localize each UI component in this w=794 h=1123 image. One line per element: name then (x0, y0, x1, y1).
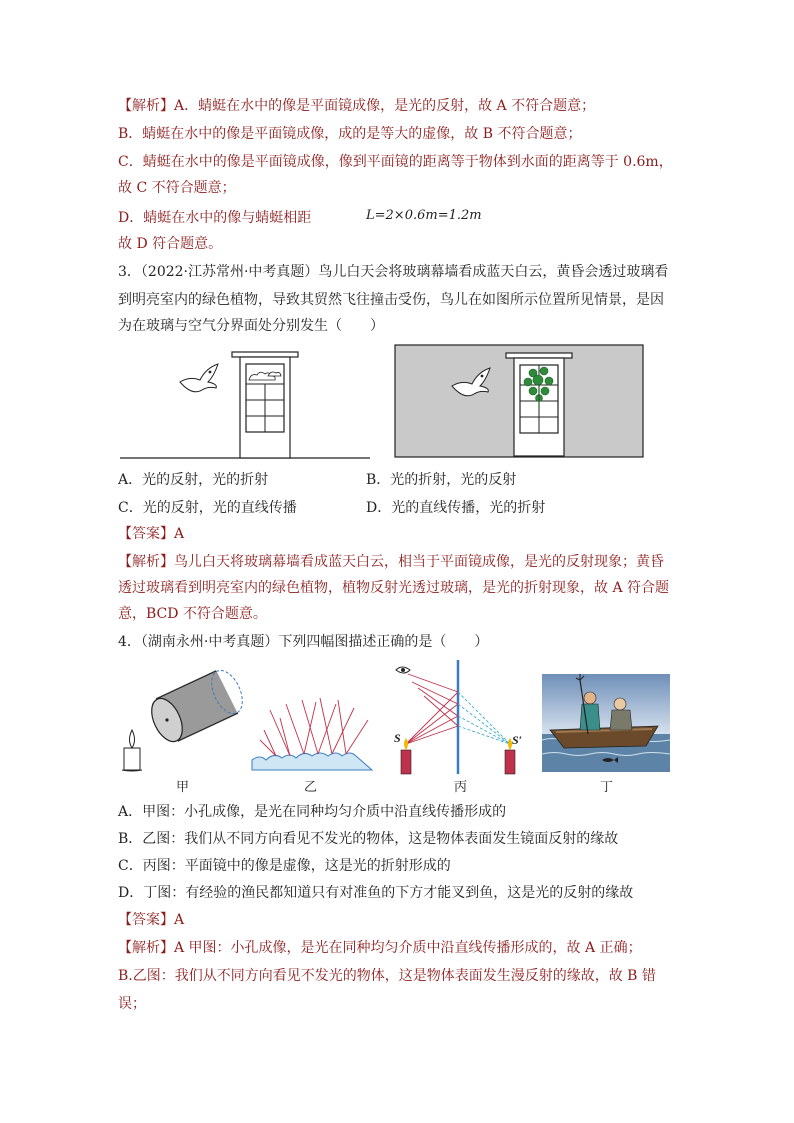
label-s: S (394, 731, 401, 745)
q3-option-c: C．光的反射，光的直线传播 (118, 500, 297, 516)
answer-value: A (174, 912, 185, 928)
analysis-d: D．蜻蜓在水中的像与蜻蜓相距 (118, 210, 312, 226)
q4-caption-bing: 丙 (454, 780, 468, 795)
analysis-tag: 【解析】 (118, 940, 174, 956)
q4-figure-jia (118, 662, 248, 774)
q4-figure-ding (542, 674, 670, 772)
analysis-tag: 【解析】 (118, 554, 174, 570)
q3-analysis-3: 意，BCD 不符合题意。 (118, 606, 267, 622)
analysis-d2: 故 D 符合题意。 (118, 236, 223, 252)
q3-line1: 3．（2022·江苏常州·中考真题）鸟儿白天会将玻璃幕墙看成蓝天白云，黄昏会透过玻璃看 (118, 264, 669, 280)
bird-icon (180, 364, 218, 392)
q3-line2: 到明亮室内的绿色植物，导致其贸然飞往撞击受伤，鸟儿在如图所示位置所见情景，是因 (118, 292, 664, 308)
q4-option-a: A．甲图：小孔成像，是光在同种均匀介质中沿直线传播形成的 (118, 804, 507, 820)
q4-analysis-1 (118, 938, 642, 958)
q4-figure-yi (250, 690, 374, 772)
q4-figure-bing (388, 660, 526, 778)
analysis-line-a (118, 96, 595, 116)
q4-option-c: C．丙图：平面镜中的像是虚像，这是光的折射形成的 (118, 858, 451, 874)
q3-analysis-2: 透过玻璃看到明亮室内的绿色植物，植物反射光透过玻璃，是光的折射现象，故 A 符合题 (118, 580, 670, 596)
analysis-tag: 【解析】 (118, 98, 174, 114)
eye-icon (396, 667, 410, 673)
analysis-a: A．蜻蜓在水中的像是平面镜成像，是光的反射，故 A 不符合题意； (174, 98, 596, 114)
q4-answer (118, 910, 184, 930)
q3-option-b: B．光的折射，光的反射 (366, 472, 517, 488)
q4-caption-yi: 乙 (304, 780, 318, 795)
q4-line1: 4．（湖南永州·中考真题）下列四幅图描述正确的是（ ） (118, 634, 489, 650)
analysis-b: B．蜻蜓在水中的像是平面镜成像，成的是等大的虚像，故 B 不符合题意； (118, 126, 582, 142)
q4-analysis-3: 误； (118, 996, 146, 1012)
answer-tag: 【答案】 (118, 526, 174, 542)
q4-option-d: D．丁图：有经验的渔民都知道只有对准鱼的下方才能叉到鱼，这是光的反射的缘故 (118, 885, 634, 901)
q4-option-b: B．乙图：我们从不同方向看见不发光的物体，这是物体表面发生镜面反射的缘故 (118, 831, 619, 847)
q3-figure-day (118, 344, 374, 462)
q3-analysis-1 (118, 552, 664, 572)
q4-caption-jia: 甲 (176, 780, 190, 795)
q3-option-d: D．光的直线传播，光的折射 (366, 500, 546, 516)
formula: L=2×0.6m=1.2m (366, 208, 482, 223)
analysis-c2: 故 C 不符合题意； (118, 180, 236, 196)
q3-figure-evening (394, 344, 644, 458)
label-s-prime: S′ (512, 733, 523, 747)
analysis-c1: C．蜻蜓在水中的像是平面镜成像，像到平面镜的距离等于物体到水面的距离等于 0.6m， (118, 154, 673, 170)
q4-analysis-2: B.乙图：我们从不同方向看见不发光的物体，这是物体表面发生漫反射的缘故，故 B 错 (118, 968, 656, 984)
q3-line3: 为在玻璃与空气分界面处分别发生（ ） (118, 318, 384, 334)
q4-caption-ding: 丁 (600, 780, 614, 795)
analysis-text: 鸟儿白天将玻璃幕墙看成蓝天白云，相当于平面镜成像，是光的反射现象；黄昏 (174, 554, 664, 570)
analysis-text: A 甲图：小孔成像，是光在同种均匀介质中沿直线传播形成的，故 A 正确； (174, 940, 642, 956)
answer-tag: 【答案】 (118, 912, 174, 928)
answer-value: A (174, 526, 185, 542)
q3-answer (118, 524, 184, 544)
q3-option-a: A．光的反射，光的折射 (118, 472, 269, 488)
